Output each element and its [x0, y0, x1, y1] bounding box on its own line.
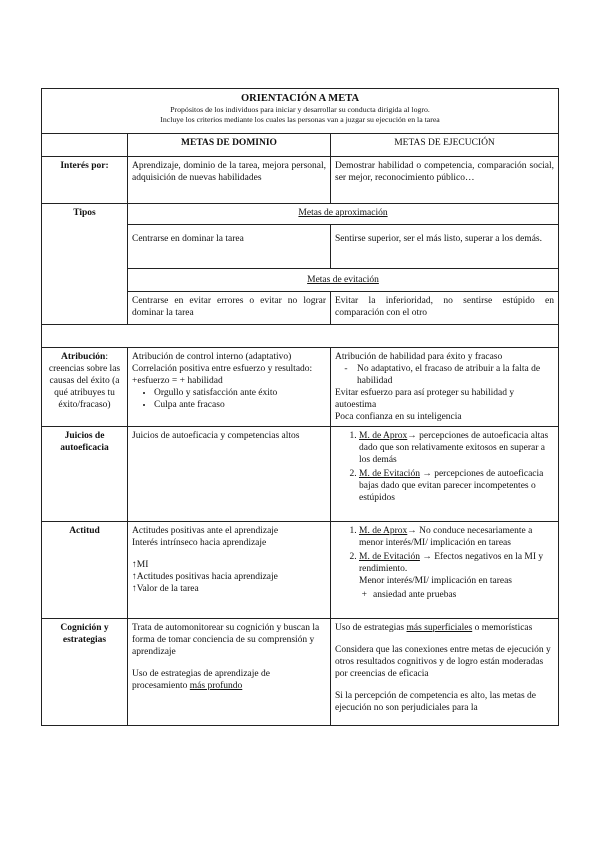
avoid-title: Metas de evitación	[307, 275, 379, 285]
row-atribucion	[42, 348, 559, 427]
avoid-title-cell	[128, 269, 559, 292]
actitud-mastery	[128, 522, 331, 619]
blank-cell	[42, 325, 559, 348]
actitud-line: Actitudes positivas ante el aprendizaje	[132, 526, 279, 536]
list-item	[359, 551, 554, 587]
header-row	[42, 134, 559, 157]
cognicion-mastery	[128, 619, 331, 726]
spacer	[335, 680, 554, 690]
label-autoeficacia: Juicios de autoeficacia	[42, 427, 128, 522]
actitud-plus-item	[335, 589, 554, 601]
p1-text-end: o memorísticas	[472, 623, 533, 633]
spacer	[335, 634, 554, 644]
actitud-arrow-line: ↑Actitudes positivas hacia aprendizaje	[132, 572, 278, 582]
actitud-performance	[331, 522, 559, 619]
atribucion-mastery-line1: Atribución de control interno (adaptativo)	[132, 352, 292, 362]
approach-performance: Sentirse superior, ser el más listo, superar a los demás.	[331, 225, 559, 269]
list-item: • Culpa ante fracaso	[154, 399, 326, 411]
table-subtitle-2: Incluye los criterios mediante los cuales las personas van a juzgar su ejecución en la tarea	[160, 114, 440, 124]
item-term: M. de Aprox	[359, 431, 408, 441]
spacer	[132, 658, 326, 668]
cognicion-perf-p2: Considera que las conexiones entre metas de ejecución y otros resultados cognitivos y de logro están moderadas por creencias de eficacia	[335, 645, 551, 679]
approach-mastery: Centrarse en dominar la tarea	[128, 225, 331, 269]
list-item	[359, 468, 554, 504]
header-mastery: METAS DE DOMINIO	[128, 134, 331, 157]
cognicion-mastery-p1: Trata de automonitorear su cognición y buscan la forma de tomar conciencia de su comprensión y aprendizaje	[132, 623, 320, 657]
item-extra: Menor interés/MI/ implicación en tareas	[359, 576, 513, 586]
dash-marker: -	[344, 364, 348, 374]
cognicion-mastery-p2	[132, 668, 326, 692]
label-cognicion: Cognición y estrategias	[42, 619, 128, 726]
label-atribucion-desc: : creencias sobre las causas del éxito (a qué atribuyes tu éxito/fracaso)	[48, 352, 121, 410]
actitud-arrow-line: ↑MI	[132, 560, 149, 570]
atribucion-performance	[331, 348, 559, 427]
atribucion-perf-line1: Atribución de habilidad para éxito y fracaso	[335, 352, 503, 362]
actitud-list	[335, 525, 554, 587]
label-interes: Interés por:	[42, 157, 128, 204]
plus-marker: +	[361, 590, 367, 600]
p2-underlined: más profundo	[189, 681, 243, 691]
row-interes	[42, 157, 559, 204]
list-item: • Orgullo y satisfacción ante éxito	[154, 387, 326, 399]
dash-text: No adaptativo, el fracaso de atribuir a la falta de habilidad	[357, 364, 541, 386]
header-performance: METAS DE EJECUCIÓN	[331, 134, 559, 157]
item-term: M. de Evitación	[359, 469, 420, 479]
atribucion-mastery	[128, 348, 331, 427]
label-actitud: Actitud	[42, 522, 128, 619]
goal-orientation-table	[41, 88, 559, 726]
label-tipos: Tipos	[42, 204, 128, 325]
autoeficacia-list	[335, 430, 554, 504]
p1-underlined: más superficiales	[406, 623, 473, 633]
item-term: M. de Evitación	[359, 552, 420, 562]
item-text: → percepciones de autoeficacia bajas dado que evitan parecer incompetentes o estúpidos	[359, 469, 544, 503]
approach-title-cell	[128, 204, 559, 225]
row-autoeficacia	[42, 427, 559, 522]
atribucion-mastery-list	[132, 387, 326, 411]
actitud-arrow-line: ↑Valor de la tarea	[132, 584, 199, 594]
atribucion-mastery-line2: Correlación positiva entre esfuerzo y resultado: +esfuerzo = + habilidad	[132, 364, 313, 386]
table-subtitle-1: Propósitos de los individuos para iniciar y desarrollar su conducta dirigida al logro.	[170, 105, 430, 114]
cognicion-perf-p3: Si la percepción de competencia es alto, las metas de ejecución no son perjudiciales para la	[335, 691, 537, 713]
spacer	[132, 549, 326, 559]
list-item	[359, 525, 554, 549]
header-empty-cell	[42, 134, 128, 157]
plus-text: ansiedad ante pruebas	[373, 590, 457, 600]
autoeficacia-performance	[331, 427, 559, 522]
row-cognicion	[42, 619, 559, 726]
p2-text: Uso de estrategias de aprendizaje de procesamiento	[132, 669, 270, 691]
cognicion-performance	[331, 619, 559, 726]
atribucion-perf-line3: Poca confianza en su inteligencia	[335, 412, 462, 422]
label-atribucion: Atribución	[61, 352, 106, 362]
table-title: ORIENTACIÓN A META	[240, 93, 360, 104]
approach-title: Metas de aproximación	[298, 208, 388, 218]
interes-performance: Demostrar habilidad o competencia, comparación social, ser mejor, reconocimiento público…	[331, 157, 559, 204]
item-text: → Efectos negativos en la MI y rendimiento.	[359, 552, 544, 574]
list-item	[359, 430, 554, 466]
avoid-mastery: Centrarse en evitar errores o evitar no lograr dominar la tarea	[128, 292, 331, 325]
cognicion-perf-p1	[335, 622, 554, 634]
title-row	[42, 89, 559, 134]
actitud-line: Interés intrínseco hacia aprendizaje	[132, 538, 267, 548]
autoeficacia-mastery: Juicios de autoeficacia y competencias altos	[128, 427, 331, 522]
item-text: → No conduce necesariamente a menor interés/MI/ implicación en tareas	[359, 526, 533, 548]
interes-mastery: Aprendizaje, dominio de la tarea, mejora personal, adquisición de nuevas habilidades	[128, 157, 331, 204]
row-blank	[42, 325, 559, 348]
atribucion-perf-dash-item	[335, 363, 554, 387]
title-cell	[42, 89, 559, 134]
label-atribucion-cell	[42, 348, 128, 427]
row-actitud	[42, 522, 559, 619]
row-tipos-approach-title	[42, 204, 559, 225]
item-term: M. de Aprox	[359, 526, 408, 536]
item-text: → percepciones de autoeficacia altas dado que son relativamente exitosos en superar a los demás	[359, 431, 549, 465]
p1-text: Uso de estrategias	[335, 623, 407, 633]
atribucion-perf-line2: Evitar esfuerzo para así proteger su habilidad y autoestima	[335, 388, 515, 410]
avoid-performance: Evitar la inferioridad, no sentirse estúpido en comparación con el otro	[331, 292, 559, 325]
